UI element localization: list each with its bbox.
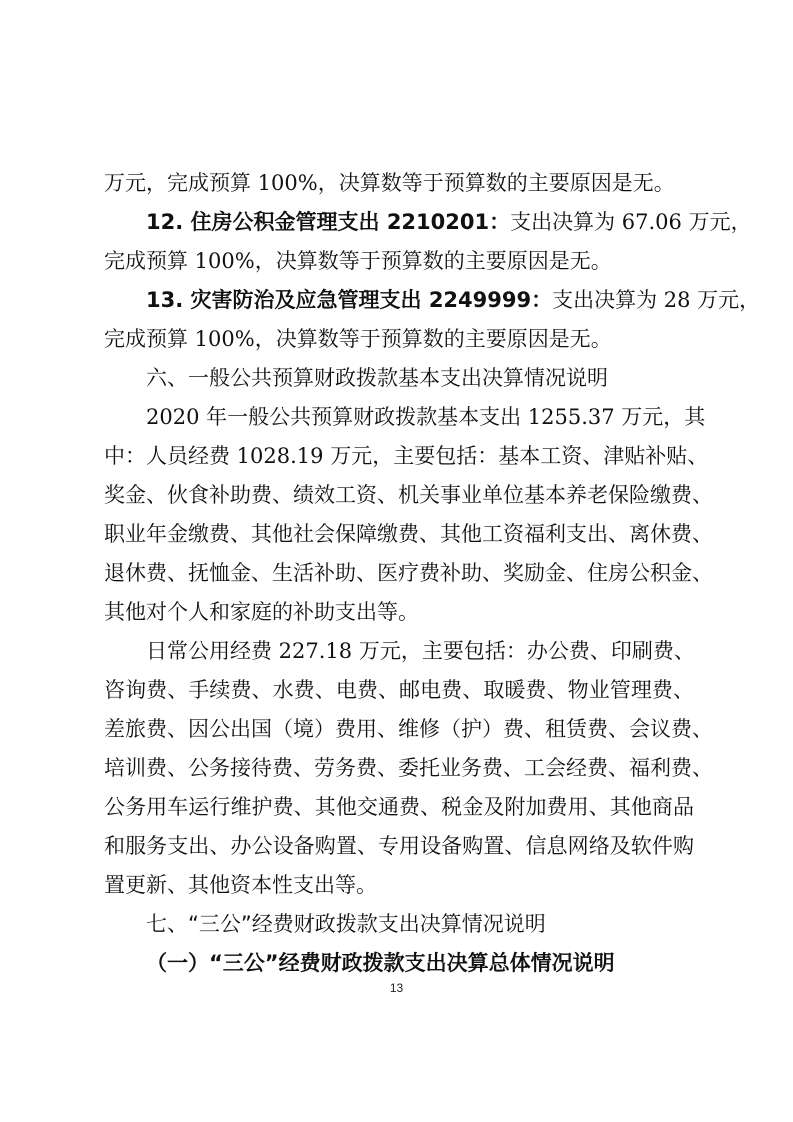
item-13-line [146, 285, 761, 315]
item-12-title: 12. 住房公积金管理支出 2210201： [146, 210, 511, 234]
page-number: 13 [389, 981, 404, 995]
paragraph-line: 中：人员经费 1028.19 万元，主要包括：基本工资、津贴补贴、 [104, 444, 709, 468]
paragraph-line: 万元，完成预算 100%，决算数等于预算数的主要原因是无。 [104, 171, 675, 195]
item-13-continuation: 完成预算 100%，决算数等于预算数的主要原因是无。 [104, 327, 612, 351]
paragraph-line: 咨询费、手续费、水费、电费、邮电费、取暖费、物业管理费、 [104, 678, 694, 702]
paragraph-line: 其他对个人和家庭的补助支出等。 [104, 600, 419, 624]
section-6-heading: 六、一般公共预算财政拨款基本支出决算情况说明 [146, 366, 608, 390]
paragraph-line: 退休费、抚恤金、生活补助、医疗费补助、奖励金、住房公积金、 [104, 561, 713, 585]
paragraph-line: 培训费、公务接待费、劳务费、委托业务费、工会经费、福利费、 [104, 756, 713, 780]
section-7-heading: 七、“三公”经费财政拨款支出决算情况说明 [146, 912, 546, 936]
item-12-text: 支出决算为 67.06 万元， [510, 210, 752, 234]
paragraph-line: 2020 年一般公共预算财政拨款基本支出 1255.37 万元，其 [146, 405, 706, 429]
item-13-text: 支出决算为 28 万元， [552, 288, 761, 312]
section-7-subheading: （一）“三公”经费财政拨款支出决算总体情况说明 [146, 951, 615, 975]
paragraph-line: 日常公用经费 227.18 万元，主要包括：办公费、印刷费、 [146, 639, 695, 663]
item-12-line [146, 207, 752, 237]
paragraph-line: 和服务支出、办公设备购置、专用设备购置、信息网络及软件购 [104, 834, 694, 858]
item-12-continuation: 完成预算 100%，决算数等于预算数的主要原因是无。 [104, 249, 612, 273]
paragraph-line: 置更新、其他资本性支出等。 [104, 873, 377, 897]
item-13-title: 13. 灾害防治及应急管理支出 2249999： [146, 288, 553, 312]
paragraph-line: 差旅费、因公出国（境）费用、维修（护）费、租赁费、会议费、 [104, 717, 713, 741]
paragraph-line: 奖金、伙食补助费、绩效工资、机关事业单位基本养老保险缴费、 [104, 483, 713, 507]
paragraph-line: 公务用车运行维护费、其他交通费、税金及附加费用、其他商品 [104, 795, 694, 819]
paragraph-line: 职业年金缴费、其他社会保障缴费、其他工资福利支出、离休费、 [104, 522, 713, 546]
